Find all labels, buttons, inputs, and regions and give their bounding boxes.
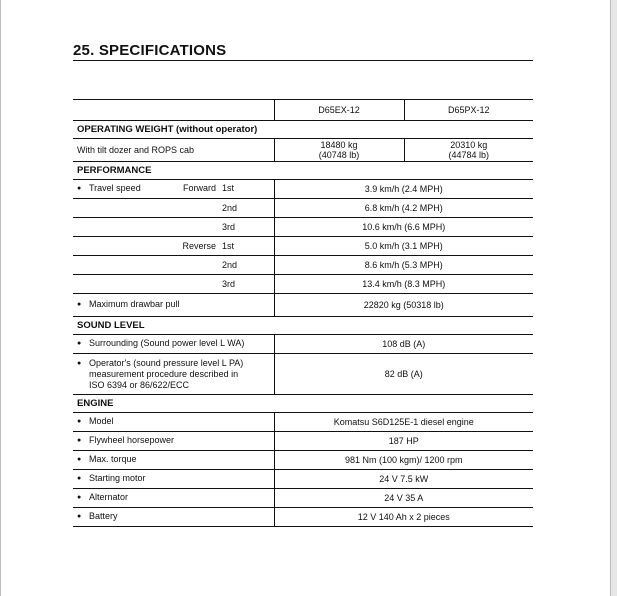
drawbar-label: Maximum drawbar pull: [89, 299, 180, 309]
page-title: 25. SPECIFICATIONS: [73, 42, 227, 59]
engine-value: 12 V 140 Ah x 2 pieces: [274, 508, 533, 527]
operator-value: 82 dB (A): [274, 354, 533, 395]
bullet-icon: [77, 338, 89, 350]
surrounding-value: 108 dB (A): [274, 335, 533, 354]
operator-label-2: measurement procedure described in: [89, 368, 239, 379]
engine-label: Flywheel horsepower: [89, 435, 175, 445]
section-operating-weight: OPERATING WEIGHT (without operator): [73, 121, 533, 139]
specifications-table: [73, 99, 533, 527]
bullet-icon: [77, 358, 89, 391]
engine-value: 187 HP: [274, 432, 533, 451]
engine-row: [73, 432, 533, 451]
model-b-header: D65PX-12: [404, 100, 533, 121]
operating-weight-b: [404, 139, 533, 162]
speed-row: [73, 180, 533, 199]
operating-weight-row: [73, 139, 533, 162]
weight-a-kg: 18480 kg: [320, 140, 358, 150]
engine-row: [73, 451, 533, 470]
gear-label: 3rd: [222, 221, 236, 232]
speed-value: 13.4 km/h (8.3 MPH): [274, 275, 533, 294]
bullet-icon: [77, 492, 89, 504]
speed-value: 6.8 km/h (4.2 MPH): [274, 199, 533, 218]
engine-label: Starting motor: [89, 473, 146, 483]
engine-label: Alternator: [89, 492, 129, 502]
gear-label: 1st: [222, 240, 235, 251]
header-row: [73, 100, 533, 121]
bullet-icon: [77, 473, 89, 485]
gear-label: 3rd: [222, 278, 236, 289]
operating-weight-a: [274, 139, 404, 162]
gear-label: 1st: [222, 183, 235, 193]
operator-label-3: ISO 6394 or 86/622/ECC: [89, 379, 190, 390]
sound-surrounding-row: [73, 335, 533, 354]
operator-label-1: Operator's (sound pressure level L PA): [89, 357, 244, 368]
engine-value: 24 V 7.5 kW: [274, 470, 533, 489]
engine-row: [73, 489, 533, 508]
speed-value: 5.0 km/h (3.1 MPH): [274, 237, 533, 256]
bullet-icon: [77, 183, 89, 195]
speed-row: [73, 256, 533, 275]
drawbar-row: [73, 294, 533, 317]
speed-row: [73, 199, 533, 218]
engine-label: Battery: [89, 511, 118, 521]
section-sound-level: SOUND LEVEL: [73, 317, 533, 335]
speed-row: [73, 275, 533, 294]
engine-value: 981 Nm (100 kgm)/ 1200 rpm: [274, 451, 533, 470]
header-blank: [73, 100, 274, 121]
gear-label: 2nd: [222, 259, 238, 270]
engine-row: [73, 413, 533, 432]
forward-label: Forward: [182, 183, 216, 193]
weight-a-lb: (40748 lb): [318, 150, 360, 160]
sound-operator-row: [73, 354, 533, 395]
bullet-icon: [77, 454, 89, 466]
model-a-header: D65EX-12: [274, 100, 404, 121]
bullet-icon: [77, 435, 89, 447]
speed-row: [73, 218, 533, 237]
engine-value: Komatsu S6D125E-1 diesel engine: [274, 413, 533, 432]
weight-b-kg: 20310 kg: [450, 140, 488, 150]
engine-row: [73, 508, 533, 527]
speed-value: 8.6 km/h (5.3 MPH): [274, 256, 533, 275]
speed-value: 10.6 km/h (6.6 MPH): [274, 218, 533, 237]
gear-label: 2nd: [222, 202, 238, 213]
title-rule: [73, 60, 533, 61]
section-performance: PERFORMANCE: [73, 162, 533, 180]
weight-b-lb: (44784 lb): [448, 150, 490, 160]
engine-row: [73, 470, 533, 489]
bullet-icon: [77, 416, 89, 428]
speed-row: [73, 237, 533, 256]
section-engine: ENGINE: [73, 395, 533, 413]
engine-value: 24 V 35 A: [274, 489, 533, 508]
engine-label: Max. torque: [89, 454, 137, 464]
bullet-icon: [77, 299, 89, 311]
travel-speed-label: Travel speed: [89, 183, 141, 193]
page-left-edge: [0, 0, 1, 596]
drawbar-value: 22820 kg (50318 lb): [274, 294, 533, 317]
bullet-icon: [77, 511, 89, 523]
operating-weight-label: With tilt dozer and ROPS cab: [73, 139, 274, 162]
page-shadow: [611, 0, 617, 596]
speed-value: 3.9 km/h (2.4 MPH): [274, 180, 533, 199]
engine-label: Model: [89, 416, 114, 426]
surrounding-label: Surrounding (Sound power level L WA): [89, 338, 245, 348]
reverse-label: Reverse: [182, 240, 216, 251]
